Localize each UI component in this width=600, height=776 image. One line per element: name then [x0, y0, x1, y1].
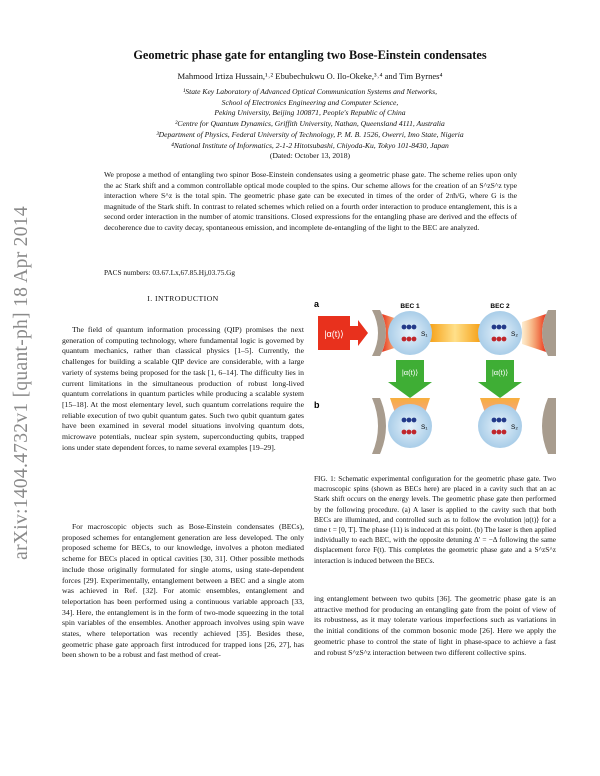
- affiliation-line: ³Department of Physics, Federal University of Technology, P. M. B. 1526, Owerri, Imo State, Nigeria: [156, 129, 464, 139]
- laser-label: |α(t)⟩: [324, 329, 344, 339]
- affiliation-line: ⁴National Institute of Informatics, 2-1-2 Hitotsubashi, Chiyoda-Ku, Tokyo 101-8430, Japan: [171, 140, 449, 150]
- arxiv-stamp: arXiv:1404.4732v1 [quant-ph] 18 Apr 2014: [11, 206, 32, 560]
- paragraph-text: ing entanglement between two qubits [36]. The geometric phase gate is an attractive method for producing an entangling gate from the point of view of its robustness, as it may tolerate various imperfections such as variations in the initial conditions of the common bosonic mode [26]. Here we apply the geometric phase to control the state of light in phase-space to achieve a fast and robust S^zS^z interaction between two different collective spins.: [314, 594, 556, 657]
- date-line: (Dated: October 13, 2018): [269, 151, 351, 160]
- intro-paragraph-2: [62, 522, 304, 661]
- spin-label-s1-b: S₁: [421, 424, 428, 431]
- right-mirror-b: [542, 398, 556, 454]
- author-list: Mahmood Irtiza Hussain,¹˒² Ebubechukwu O. Ilo-Okeke,³˒⁴ and Tim Byrnes⁴: [177, 71, 443, 81]
- panel-label-a: a: [314, 299, 320, 309]
- abstract: We propose a method of entangling two spinor Bose-Einstein condensates using a geometric phase gate. The scheme relies upon only the ac Stark shift and a common controllable optical mode coupled to the spins. Our scheme allows for the creation of an S^zS^z type interaction where S^z is the total spin. The geometric phase gate can be executed in times of the order of 2πħ/G, where G is the magnitude of the Stark shift. In contrast to related schemes which relied on a fourth order interaction to produce entanglement, this is a second order interaction in the number of atomic transitions. Closed expressions for the entangling phase are derived and the effects of decoherence due to cavity decay, spontaneous emission, and incomplete de-entangling of the light to the BEC are analyzed.: [104, 170, 517, 232]
- figure-1: [312, 298, 558, 468]
- green-arrow-label-1: |α(t)⟩: [401, 368, 419, 377]
- paragraph-text: For macroscopic objects such as Bose-Einstein condensates (BECs), proposed schemes for entanglement generation are less developed. The only proposed scheme for BECs, to our knowledge, involves a photon mediated scheme for BECs placed in optical cavities [30, 31]. Other possible methods include those originally formulated for single atoms, using state-dependent forces [29]. Experimentally, entanglement between a BEC and a single atom was achieved in Ref. [32]. For atomic ensembles, entanglement and teleportation has been performed using a continuous variable approach [33, 34]. Here, the entanglement is in the form of two-mode squeezing in the total spin variables of the ensembles. Another approach involves using spin wave states, where teleportation was recently achieved [35]. Besides these, geometric phase gate approach first introduced for trapped ions [26, 27], has been shown to be a robust and fast method of creat-: [62, 522, 304, 660]
- green-arrow-1: [388, 360, 432, 398]
- figure-caption: FIG. 1: Schematic experimental configuration for the geometric phase gate. Two macroscopic spins (shown as BECs here) are placed in a cavity such that an ac Stark shift occurs on the energy levels. The geometric phase gate then performed by the following procedure. (a) A laser is applied to the cavity such that both BECs are illuminated, and controlled such as to follow the evolution |α(t)⟩ for a time t = [0, T]. The phase (11) is induced at this point. (b) The laser is then applied individually to each BEC, with the opposite detuning Δ' = −Δ following the same displacement force F(t). This completes the geometric phase gate and a S^zS^z interaction is induced between the BECs.: [314, 474, 556, 565]
- green-arrow-label-2: |α(t)⟩: [491, 368, 509, 377]
- affiliation-line: School of Electronics Engineering and Computer Science,: [221, 97, 399, 107]
- spin-label-s2-a: S₂: [511, 331, 518, 338]
- bec-2-label: BEC 2: [490, 303, 510, 310]
- spin-label-s2-b: S₂: [511, 424, 518, 431]
- affiliation-line: Peking University, Beijing 100871, People's Republic of China: [214, 108, 406, 118]
- bec-1-label: BEC 1: [400, 303, 420, 310]
- intro-paragraph-1: [62, 325, 304, 453]
- affiliation-line: ¹State Key Laboratory of Advanced Optical Communication Systems and Networks,: [183, 87, 437, 96]
- column-2-text: [314, 594, 556, 658]
- section-heading: I. INTRODUCTION: [147, 294, 219, 303]
- cavity-beam: [430, 324, 480, 342]
- green-arrow-2: [478, 360, 522, 398]
- affiliation-line: ²Centre for Quantum Dynamics, Griffith University, Nathan, Queensland 4111, Australia: [175, 119, 445, 129]
- pacs-numbers: PACS numbers: 03.67.Lx,67.85.Hj,03.75.Gg: [104, 268, 236, 277]
- left-mirror-b: [372, 398, 386, 454]
- paper-title: Geometric phase gate for entangling two Bose-Einstein condensates: [133, 48, 487, 62]
- panel-label-b: b: [314, 400, 320, 410]
- spin-label-s1-a: S₁: [421, 331, 428, 338]
- laser-arrow: [350, 320, 368, 346]
- affiliations: [60, 87, 560, 151]
- paragraph-text: The field of quantum information processing (QIP) promises the next generation of computing technology, where fundamental logic is governed by quantum mechanics, rather than classical physics [1–5]. Currently, the challenges for building a scalable QIP device are considerable, with a large variety of systems being proposed for the task [1, 6–14]. The difficulty lies in current limitations in the simultaneous production of robust long-lived quantum correlations in quantum particles while producing a scalable system [15–18]. At the most elementary level, such quantum correlations require the reliable execution of two qubit quantum gates. Such two qubit quantum gates have been examined in several model situations involving quantum dots, microwave potentials, nuclear spin system, superconducting qubits, trapped ions under state dependent forces, to name several examples [19–29].: [62, 325, 304, 452]
